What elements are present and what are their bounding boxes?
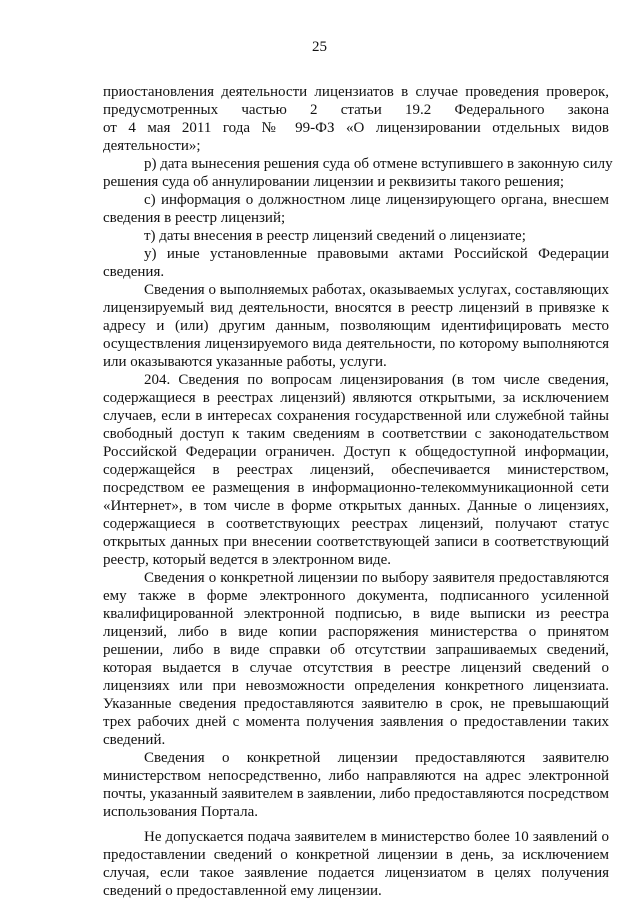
text-line: квалифицированной электронной подписью, в виде выписки из реестра: [103, 606, 609, 622]
text-line: трех рабочих дней с момента получения заявления о предоставлении таких: [103, 714, 609, 730]
text-line: Сведения о конкретной лицензии по выбору заявителя предоставляются: [144, 570, 609, 586]
text-line: лицензиях или при невозможности определения конкретного лицензиата.: [103, 678, 609, 694]
text-line: «Интернет», в том числе в форме открытых данных. Данные о лицензиях,: [103, 498, 609, 514]
text-line: почты, указанный заявителем в заявлении, либо предоставляются посредством: [103, 786, 609, 802]
text-line: случая, если такое заявление подается лицензиатом в целях получения: [103, 865, 609, 881]
text-line: которая выдается в случае отсутствия в реестре лицензий сведений о: [103, 660, 609, 676]
text-line: решения суда об аннулировании лицензии и реквизиты такого решения;: [103, 174, 565, 190]
text-line: сведений.: [103, 732, 166, 748]
text-line: министерством непосредственно, либо направляются на адрес электронной: [103, 768, 609, 784]
text-line: сведения в реестр лицензий;: [103, 210, 286, 226]
text-line: Сведения о конкретной лицензии предоставляются заявителю: [144, 750, 609, 766]
text-line: лицензируемый вид деятельности, вносятся в реестр лицензий в привязке к: [103, 300, 609, 316]
text-line: Российской Федерации ограничен. Доступ к общедоступной информации,: [103, 444, 609, 460]
text-line: Сведения о выполняемых работах, оказываемых услугах, составляющих: [144, 282, 609, 298]
text-line: деятельности»;: [103, 138, 201, 154]
text-line: содержащейся в реестрах лицензий, обеспечивается министерством,: [103, 462, 609, 478]
text-line: сведений о предоставленной ему лицензии.: [103, 883, 382, 899]
text-line: Указанные сведения предоставляются заявителю в срок, не превышающий: [103, 696, 609, 712]
text-line: от 4 мая 2011 года № 99-ФЗ «О лицензировании отдельных видов: [103, 120, 609, 136]
text-line: 204. Сведения по вопросам лицензирования (в том числе сведения,: [144, 372, 609, 388]
text-line: лицензий, либо в виде копии распоряжения министерства о принятом: [103, 624, 609, 640]
text-line: посредством ее размещения в информационно-телекоммуникационной сети: [103, 480, 609, 496]
text-line: Не допускается подача заявителем в министерство более 10 заявлений о: [144, 829, 609, 845]
page-number: 25: [312, 39, 327, 55]
text-line: решении, либо в виде справки об отсутствии запрашиваемых сведений,: [103, 642, 609, 658]
text-line: или оказываются указанные работы, услуги.: [103, 354, 387, 370]
text-line: приостановления деятельности лицензиатов в случае проведения проверок,: [103, 84, 609, 100]
text-line: свободный доступ к таким сведениям в соответствии с законодательством: [103, 426, 609, 442]
text-line: реестр, который ведется в электронном виде.: [103, 552, 392, 568]
text-line: с) информация о должностном лице лицензирующего органа, внесшем: [144, 192, 609, 208]
text-line: сведения.: [103, 264, 165, 280]
text-line: предоставлении сведений о конкретной лицензии в день, за исключением: [103, 847, 609, 863]
text-line: содержащиеся в реестрах лицензий) являются открытыми, за исключением: [103, 390, 609, 406]
text-line: ему также в форме электронного документа, подписанного усиленной: [103, 588, 609, 604]
text-line: адресу и (или) другим данным, позволяющим идентифицировать место: [103, 318, 609, 334]
text-line: р) дата вынесения решения суда об отмене вступившего в законную силу: [144, 156, 613, 172]
text-line: у) иные установленные правовыми актами Российской Федерации: [144, 246, 609, 262]
text-line: случаев, если в интересах сохранения государственной или служебной тайны: [103, 408, 609, 424]
text-line: содержащиеся в соответствующих реестрах лицензий, получают статус: [103, 516, 609, 532]
text-line: осуществления лицензируемого вида деятельности, по которому выполняются: [103, 336, 609, 352]
text-line: предусмотренных частью 2 статьи 19.2 Федерального закона: [103, 102, 609, 118]
text-line: открытых данных при внесении соответствующей записи в соответствующий: [103, 534, 609, 550]
text-line: т) даты внесения в реестр лицензий сведений о лицензиате;: [144, 228, 526, 244]
text-line: использования Портала.: [103, 804, 258, 820]
